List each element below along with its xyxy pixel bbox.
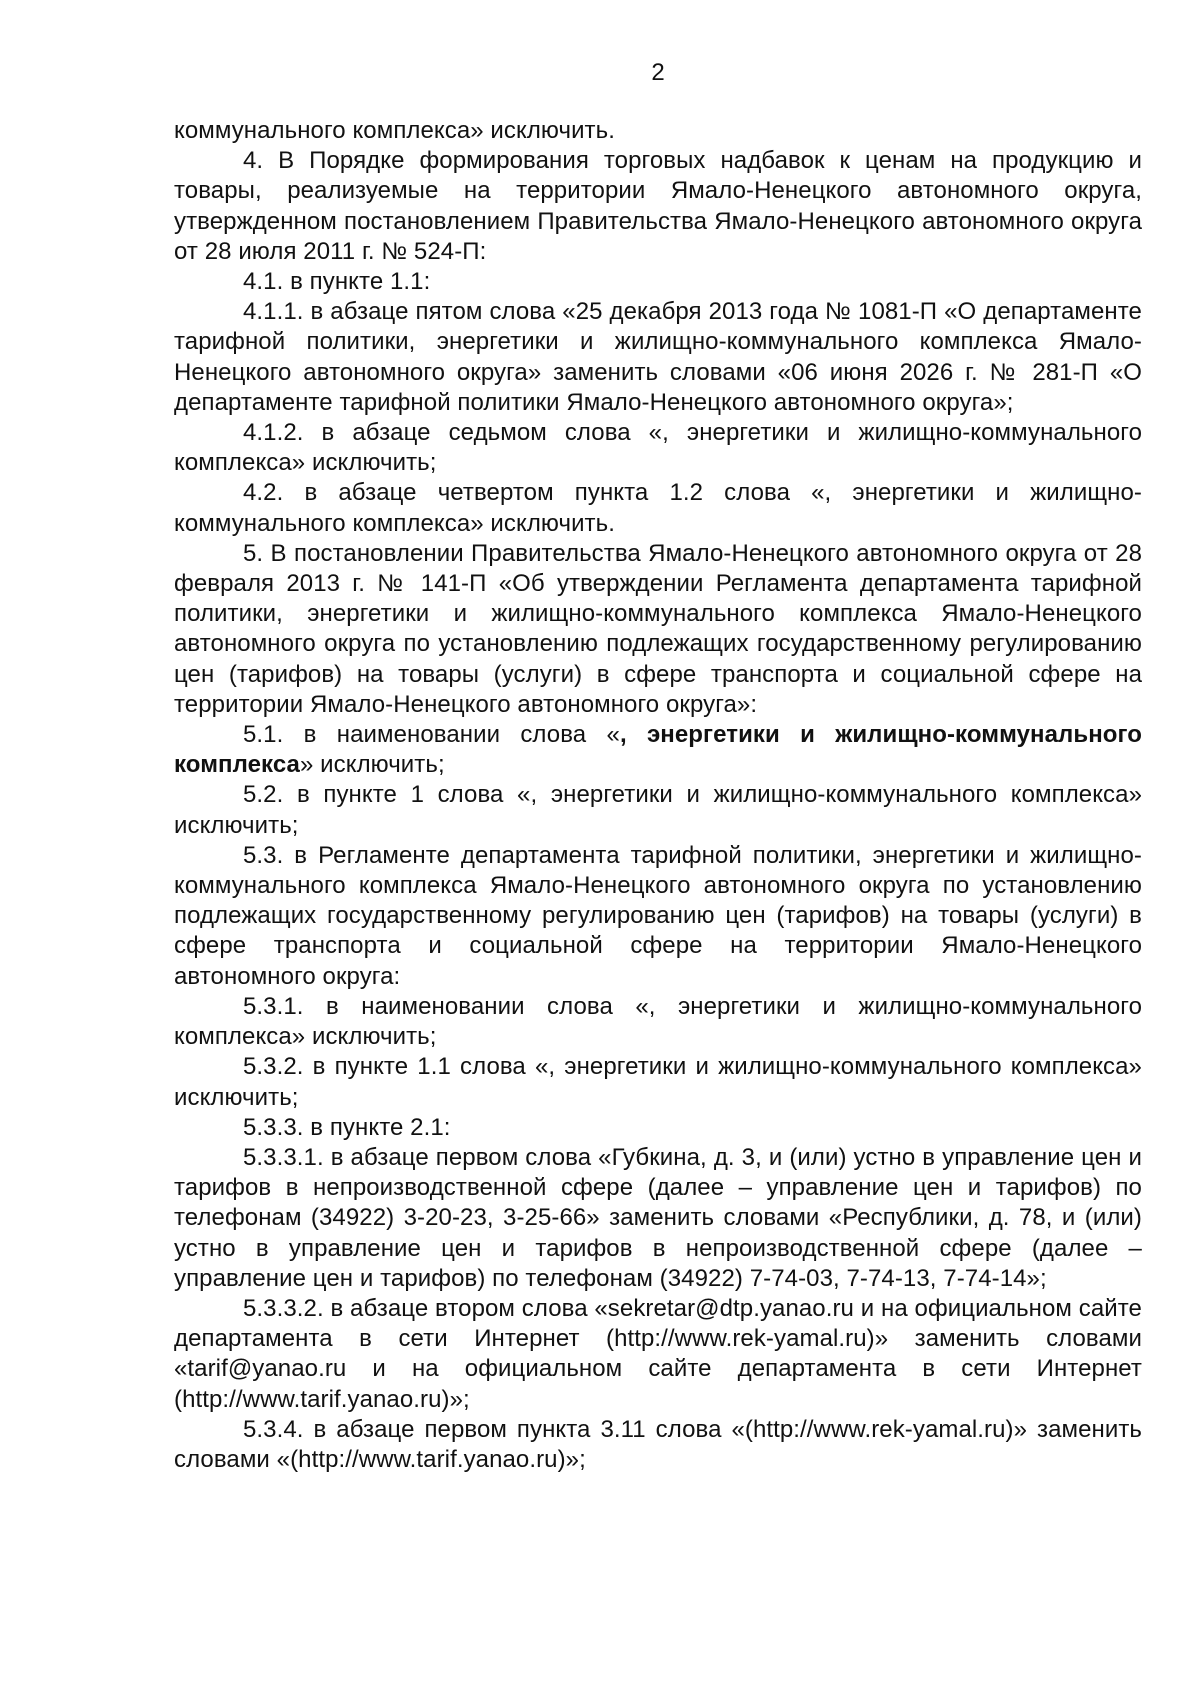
paragraph-5-1-end: » исключить;	[299, 751, 445, 779]
paragraph-5-2: 5.2. в пункте 1 слова «, энергетики и жилищно-коммунального комплекса» исключить;	[174, 781, 1142, 839]
paragraph-5-1	[174, 720, 1142, 780]
paragraph-5-3: 5.3. в Регламенте департамента тарифной политики, энергетики и жилищно-коммунального комплекса Ямало-Ненецкого автономного округа по установлению подлежащих государственному регулированию цен (тарифов) на товары (услуги) в сфере транспорта и социальной сфере на территории Ямало-Ненецкого автономного округа:	[174, 841, 1142, 990]
paragraph-5: 5. В постановлении Правительства Ямало-Ненецкого автономного округа от 28 февраля 2013 г. № 141-П «Об утверждении Регламента департамента тарифной политики, энергетики и жилищно-коммунального комплекса Ямало-Ненецкого автономного округа по установлению подлежащих государственному регулированию цен (тарифов) на товары (услуги) в сфере транспорта и социальной сфере на территории Ямало-Ненецкого автономного округа»:	[174, 539, 1142, 718]
paragraph-4-1: 4.1. в пункте 1.1:	[243, 268, 431, 296]
paragraph-4-2: 4.2. в абзаце четвертом пункта 1.2 слова «, энергетики и жилищно-коммунального комплекса» исключить.	[174, 479, 1142, 537]
paragraph-4-1-1: 4.1.1. в абзаце пятом слова «25 декабря 2013 года № 1081-П «О департаменте тарифной политики, энергетики и жилищно-коммунального комплекса Ямало-Ненецкого автономного округа» заменить словами «06 июня 2026 г. № 281-П «О департаменте тарифной политики Ямало-Ненецкого автономного округа»;	[174, 298, 1142, 416]
paragraph-5-3-1: 5.3.1. в наименовании слова «, энергетики и жилищно-коммунального комплекса» исключить;	[174, 992, 1142, 1051]
paragraph-continuation: коммунального комплекса» исключить.	[174, 117, 615, 144]
paragraph-4-1-2: 4.1.2. в абзаце седьмом слова «, энергетики и жилищно-коммунального комплекса» исключить;	[174, 419, 1142, 477]
page-number: 2	[651, 59, 665, 86]
paragraph-5-1-start: 5.1. в наименовании слова «	[243, 721, 620, 749]
paragraph-5-3-2: 5.3.2. в пункте 1.1 слова «, энергетики и жилищно-коммунального комплекса» исключить;	[174, 1053, 1142, 1111]
paragraph-5-3-3-2: 5.3.3.2. в абзаце втором слова «sekretar@dtp.yanao.ru и на официальном сайте департамента в сети Интернет (http://www.rek-yamal.ru)» заменить словами «tarif@yanao.ru и на официальном сайте департамента в сети Интернет (http://www.tarif.yanao.ru)»;	[174, 1294, 1142, 1413]
paragraph-5-1-bold: , энергетики и жилищно-коммунального комплекса	[174, 721, 1143, 779]
paragraph-5-3-3-1: 5.3.3.1. в абзаце первом слова «Губкина, д. 3, и (или) устно в управление цен и тарифов в непроизводственной сфере (далее – управление цен и тарифов) по телефонам (34922) 3-20-23, 3-25-66» заменить словами «Республики, д. 78, и (или) устно в управление цен и тарифов в непроизводственной сфере (далее – управление цен и тарифов) по телефонам (34922) 7-74-03, 7-74-13, 7-74-14»;	[174, 1143, 1142, 1292]
document-body	[174, 116, 1142, 1475]
paragraph-5-3-3: 5.3.3. в пункте 2.1:	[243, 1113, 451, 1141]
paragraph-4: 4. В Порядке формирования торговых надбавок к ценам на продукцию и товары, реализуемые на территории Ямало-Ненецкого автономного округа, утвержденном постановлением Правительства Ямало-Ненецкого автономного округа от 28 июля 2011 г. № 524-П:	[174, 147, 1142, 265]
paragraph-5-3-4: 5.3.4. в абзаце первом пункта 3.11 слова «(http://www.rek-yamal.ru)» заменить словами «(http://www.tarif.yanao.ru)»;	[174, 1415, 1142, 1473]
